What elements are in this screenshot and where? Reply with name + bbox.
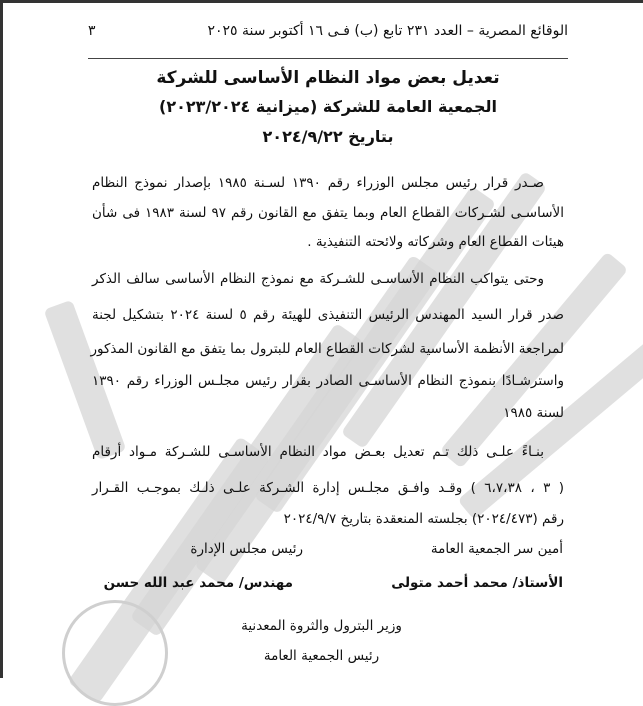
minister-title: وزير البترول والثروة المعدنية xyxy=(241,618,402,634)
secretary-title: أمين سر الجمعية العامة xyxy=(430,541,563,557)
paragraph-line: بنـاءً علـى ذلك تـم تعديل بعـض مواد النظام الأساسـى للشـركة مـواد أرقام xyxy=(92,444,544,460)
assembly-president-title: رئيس الجمعية العامة xyxy=(263,648,380,664)
paragraph-line: واسترشـادًا بنموذج النظام الأساسـى الصادر بقرار رئيس مجلـس الوزراء رقم ١٣٩٠ xyxy=(92,373,564,389)
journal-issue: الوقائع المصرية – العدد ٢٣١ تابع (ب) فـى ١٦ أكتوبر سنة ٢٠٢٥ xyxy=(207,23,568,39)
paragraph-line: هيئات القطاع العام وشركاته ولائحته التنفيذية . xyxy=(307,234,564,250)
chairman-title: رئيس مجلس الإدارة xyxy=(190,541,303,557)
page-number: ٣ xyxy=(88,23,96,39)
document-date: بتاريخ ٢٠٢٤/٩/٢٢ xyxy=(262,127,394,146)
paragraph-line: الأساسـى لشـركات القطاع العام وبما يتفق مع القانون رقم ٩٧ لسنة ١٩٨٣ فى شأن xyxy=(92,205,564,221)
chairman-name: مهندس/ محمد عبد الله حسن xyxy=(103,575,293,591)
document-title: تعديل بعض مواد النظام الأساسى للشركة xyxy=(156,68,500,88)
paragraph-line: وحتى يتواكب النظام الأساسـى للشـركة مع نموذج النظام الأساسى سالف الذكر xyxy=(92,271,544,287)
paragraph-line: ( ٣ ، ٦،٧،٣٨ ) وقـد وافـق مجلـس إدارة الشـركة علـى ذلـك بموجـب القـرار xyxy=(92,480,564,496)
document-subtitle: الجمعية العامة للشركة (ميزانية ٢٠٢٣/٢٠٢٤) xyxy=(159,97,497,116)
paragraph-line: لمراجعة الأنظمة الأساسية لشركات القطاع العام للبترول بما يتفق مع القانون المذكور xyxy=(90,341,564,357)
secretary-name: الأستاذ/ محمد أحمد متولى xyxy=(391,575,563,591)
window-border-left xyxy=(0,0,3,678)
window-border-top xyxy=(0,0,643,3)
header-divider xyxy=(88,58,568,59)
paragraph-line: رقم (٢٠٢٤/٤٧٣) بجلسته المنعقدة بتاريخ ٢٠٢٤/٩/٧ xyxy=(283,511,564,527)
page-header xyxy=(88,22,568,40)
paragraph-line: لسنة ١٩٨٥ xyxy=(503,405,564,421)
paragraph-line: صدر قرار السيد المهندس الرئيس التنفيذى للهيئة رقم ٥ لسنة ٢٠٢٤ بتشكيل لجنة xyxy=(92,307,564,323)
paragraph-line: صـدر قرار رئيس مجلس الوزراء رقم ١٣٩٠ لسـنة ١٩٨٥ بإصدار نموذج النظام xyxy=(92,175,544,191)
